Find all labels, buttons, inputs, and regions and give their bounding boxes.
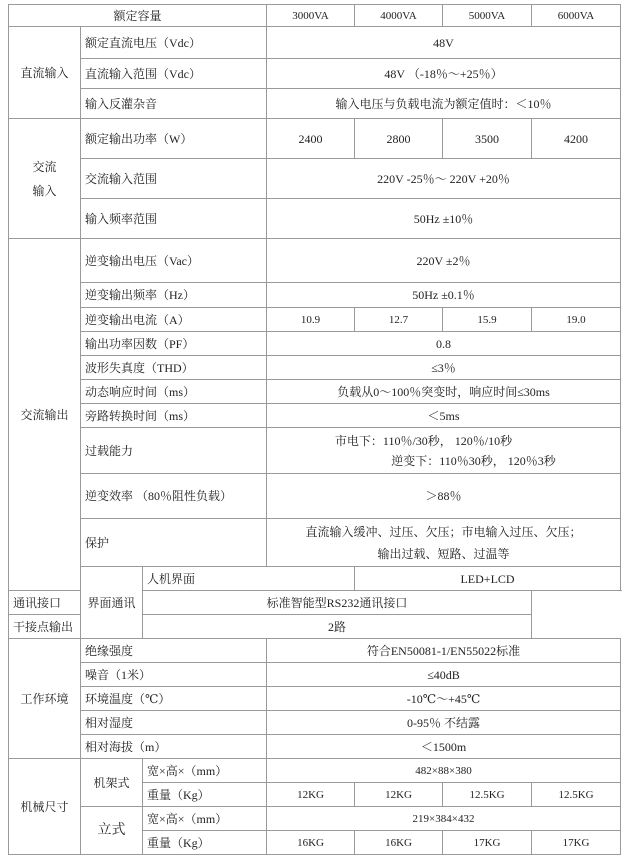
table-row (9, 759, 621, 783)
row-value: 0-95％ 不结露 (267, 711, 621, 735)
table-row (9, 428, 621, 474)
table-row (9, 474, 621, 519)
row-label: 过载能力 (81, 428, 267, 474)
row-label: 宽×高×（mm） (143, 759, 267, 783)
row-label: 绝缘强度 (81, 639, 267, 663)
table-row (9, 615, 621, 639)
table-row (9, 807, 621, 831)
row-label: 输出功率因数（PF） (81, 332, 267, 356)
row-label: 干接点输出 (9, 615, 143, 639)
rack-weight-6000va: 12.5KG (532, 783, 621, 807)
table-row (9, 404, 621, 428)
row-label: 额定输出功率（W） (81, 119, 267, 159)
row-value: 48V （-18％～+25％） (267, 59, 621, 89)
table-row (9, 735, 621, 759)
row-value: 2路 (143, 615, 532, 639)
row-label: 交流输入范围 (81, 159, 267, 199)
category-mechanical: 机械尺寸 (9, 759, 81, 855)
overload-inverter: 逆变下：110％30秒， 120％3秒 (391, 453, 556, 468)
tower-weight-5000va: 17KG (443, 831, 532, 855)
table-row (9, 27, 621, 59)
row-label: 旁路转换时间（ms） (81, 404, 267, 428)
table-row (9, 199, 621, 239)
category-line: 交流 (32, 159, 57, 174)
table-row (9, 380, 621, 404)
table-row (9, 59, 621, 89)
current-4000va: 12.7 (355, 308, 443, 332)
table-row (9, 308, 621, 332)
protection-line: 直流输入缓冲、过压、欠压；市电输入过压、欠压； (305, 524, 582, 539)
row-label: 相对海拔（m） (81, 735, 267, 759)
row-value (267, 519, 621, 567)
category-ac-output: 交流输出 (9, 239, 81, 591)
category-dc-input: 直流输入 (9, 27, 81, 119)
row-value: 标准智能型RS232通讯接口 (143, 591, 532, 615)
model-3000va: 3000VA (267, 5, 355, 27)
row-label: 逆变输出电流（A） (81, 308, 267, 332)
row-value: 0.8 (267, 332, 621, 356)
table-row (9, 663, 621, 687)
row-value: 219×384×432 (267, 807, 621, 831)
row-label: 环境温度（℃） (81, 687, 267, 711)
row-label: 输入反灌杂音 (81, 89, 267, 119)
row-value: 50Hz ±10％ (267, 199, 621, 239)
rack-weight-5000va: 12.5KG (443, 783, 532, 807)
category-ac-input (9, 119, 81, 239)
header-row (9, 5, 621, 27)
row-label: 直流输入范围（Vdc） (81, 59, 267, 89)
rack-weight-4000va: 12KG (355, 783, 443, 807)
table-row (9, 519, 621, 567)
current-5000va: 15.9 (443, 308, 532, 332)
table-row (9, 567, 621, 591)
row-label: 人机界面 (143, 567, 355, 591)
rack-mount-label: 机架式 (81, 759, 143, 807)
tower-weight-6000va: 17KG (532, 831, 621, 855)
current-3000va: 10.9 (267, 308, 355, 332)
table-row (9, 711, 621, 735)
table-row (9, 119, 621, 159)
power-6000va: 4200 (532, 119, 621, 159)
current-6000va: 19.0 (532, 308, 621, 332)
row-value: 482×88×380 (267, 759, 621, 783)
tower-weight-4000va: 16KG (355, 831, 443, 855)
row-label: 保护 (81, 519, 267, 567)
power-5000va: 3500 (443, 119, 532, 159)
table-row (9, 356, 621, 380)
row-value: 符合EN50081-1/EN55022标准 (267, 639, 621, 663)
tower-weight-3000va: 16KG (267, 831, 355, 855)
row-value: LED+LCD (355, 567, 621, 591)
table-row (9, 332, 621, 356)
capacity-label: 额定容量 (9, 5, 267, 27)
row-label: 逆变效率 （80％阻性负载） (81, 474, 267, 519)
table-row (9, 159, 621, 199)
row-label: 动态响应时间（ms） (81, 380, 267, 404)
row-value: 输入电压与负载电流为额定值时：＜10％ (267, 89, 621, 119)
row-value: 48V (267, 27, 621, 59)
tower-label: 立式 (81, 807, 143, 855)
row-label: 噪音（1米） (81, 663, 267, 687)
power-4000va: 2800 (355, 119, 443, 159)
row-label: 宽×高×（mm） (143, 807, 267, 831)
table-row (9, 89, 621, 119)
row-label: 相对湿度 (81, 711, 267, 735)
table-row (9, 283, 621, 308)
spec-table (8, 4, 621, 855)
row-value: ＜1500m (267, 735, 621, 759)
power-3000va: 2400 (267, 119, 355, 159)
protection-line: 输出过载、短路、过温等 (377, 546, 510, 561)
row-value: ＞88％ (267, 474, 621, 519)
row-label: 输入频率范围 (81, 199, 267, 239)
row-label: 逆变输出电压（Vac） (81, 239, 267, 283)
row-label: 逆变输出频率（Hz） (81, 283, 267, 308)
model-6000va: 6000VA (532, 5, 621, 27)
row-value (267, 428, 621, 474)
row-value: ＜5ms (267, 404, 621, 428)
category-line: 输入 (32, 183, 57, 198)
row-label: 额定直流电压（Vdc） (81, 27, 267, 59)
row-value: ≤40dB (267, 663, 621, 687)
row-label: 重量（Kg） (143, 831, 267, 855)
row-value: -10℃～+45℃ (267, 687, 621, 711)
table-row (9, 639, 621, 663)
row-label: 重量（Kg） (143, 783, 267, 807)
category-interface: 界面通讯 (81, 567, 143, 639)
model-5000va: 5000VA (443, 5, 532, 27)
table-row (9, 239, 621, 283)
model-4000va: 4000VA (355, 5, 443, 27)
category-environment: 工作环境 (9, 639, 81, 759)
row-value: 220V -25％～ 220V +20％ (267, 159, 621, 199)
rack-weight-3000va: 12KG (267, 783, 355, 807)
row-label: 波形失真度（THD） (81, 356, 267, 380)
row-value: 负载从0～100％突变时，响应时间≤30ms (267, 380, 621, 404)
row-value: 220V ±2％ (267, 239, 621, 283)
row-label: 通讯接口 (9, 591, 143, 615)
row-value: 50Hz ±0.1％ (267, 283, 621, 308)
row-value: ≤3％ (267, 356, 621, 380)
overload-mains: 市电下：110％/30秒， 120％/10秒 (334, 433, 513, 448)
table-row (9, 687, 621, 711)
